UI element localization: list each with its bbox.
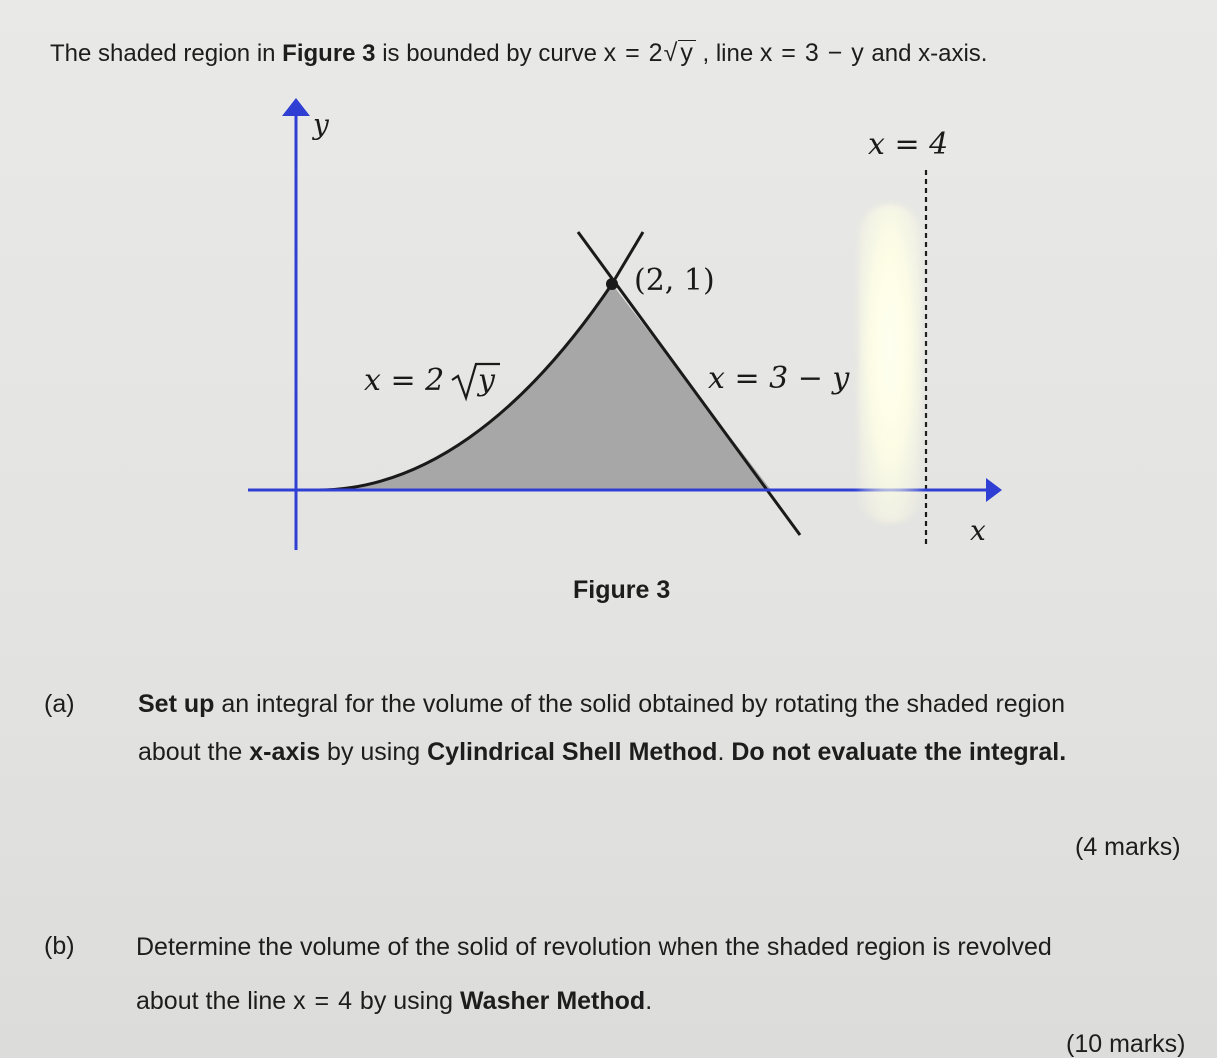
- intro-figure-ref: Figure 3: [282, 40, 376, 67]
- question-a-label: (a): [44, 690, 75, 718]
- intro-text-2: is bounded by curve: [375, 40, 604, 67]
- question-b-line-1: Determine the volume of the solid of revolution when the shaded region is revolved: [136, 933, 1052, 961]
- question-b-bold-method: Washer Method: [460, 987, 646, 1015]
- question-a-marks: (4 marks): [1075, 833, 1181, 861]
- question-a-bold-setup: Set up: [138, 690, 215, 718]
- curve-label-lhs: x = 2: [364, 363, 445, 398]
- question-b-line-2-text-3: .: [645, 987, 653, 1015]
- question-a-line-1: [138, 680, 1066, 728]
- intersection-point: [606, 278, 618, 290]
- question-a-line-1-text: an integral for the volume of the solid obtained by rotating the shaded region: [214, 690, 1065, 718]
- vline-label: x = 4: [868, 127, 949, 162]
- intro-text-1: The shaded region in: [50, 40, 283, 67]
- curve-equation-radicand: y: [680, 39, 694, 67]
- intro-text-3: , line: [695, 40, 760, 67]
- question-a-bold-instruction: Do not evaluate the integral.: [731, 738, 1067, 766]
- question-a-line-2-text-3: .: [717, 738, 732, 766]
- question-b-label: (b): [44, 932, 75, 960]
- line-label: x = 3 − y: [708, 361, 850, 396]
- question-a-line-2-text-2: by using: [320, 738, 428, 766]
- photo-glare: [858, 205, 922, 523]
- question-a-text: [138, 680, 1066, 776]
- intro-text-4: and x-axis.: [864, 40, 988, 67]
- y-axis-arrow: [282, 98, 310, 116]
- figure-caption: Figure 3: [573, 576, 671, 604]
- question-b-line-2-text-2: by using: [352, 987, 460, 1015]
- y-axis-label: y: [313, 108, 329, 141]
- sqrt-symbol: √: [663, 39, 679, 67]
- question-b-line-2-text-1: about the line: [136, 987, 294, 1015]
- x-axis-label: x: [970, 514, 986, 547]
- question-a-line-2: [138, 728, 1066, 776]
- question-a-line-2-text-1: about the: [138, 738, 250, 766]
- curve-equation-lhs: x = 2: [603, 39, 664, 67]
- question-b-text: [136, 920, 1052, 1028]
- x-axis-arrow: [986, 478, 1002, 502]
- question-b-line-equation: x = 4: [293, 987, 353, 1015]
- question-a-bold-method: Cylindrical Shell Method: [427, 738, 718, 766]
- question-b-line-2: [136, 974, 1052, 1028]
- point-label: (2, 1): [634, 263, 715, 298]
- curve-label-radicand: y: [478, 363, 495, 398]
- question-a-bold-x-axis: x-axis: [249, 738, 321, 766]
- line-equation: x = 3 − y: [759, 39, 865, 67]
- question-b-marks: (10 marks): [1066, 1030, 1186, 1058]
